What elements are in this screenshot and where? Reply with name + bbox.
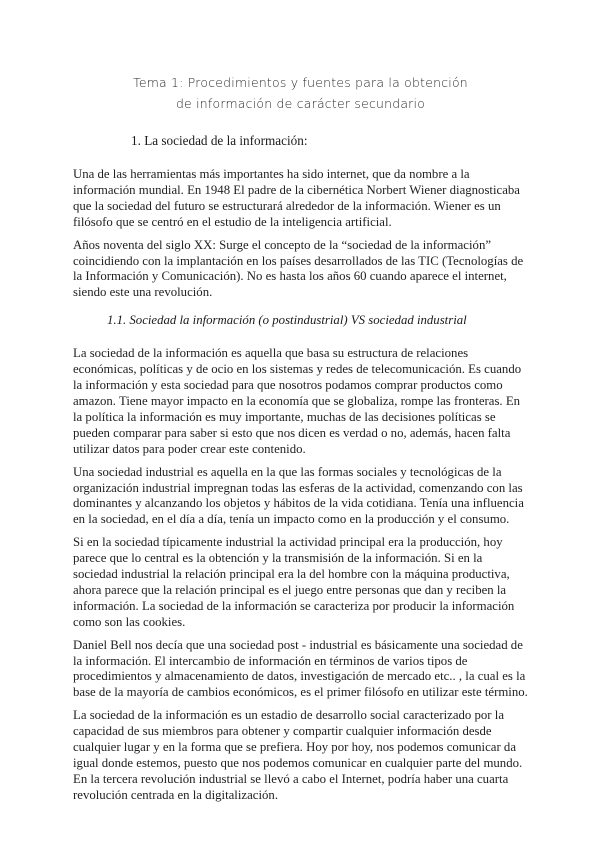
paragraph: La sociedad de la información es un estadio de desarrollo social caracterizado por la capacidad de sus miembros para obtener y compartir cualquier información desde cualquier lugar y en la forma que se prefiera. Hoy por hoy, nos podemos comunicar da igual donde estemos, puesto que nos podemos comunicar en cualquier parte del mundo. En la tercera revolución industrial se llevó a cabo el Internet, podría haber una cuarta revolución centrada en la digitalización.: [73, 708, 523, 802]
paragraph: Una de las herramientas más importantes ha sido internet, que da nombre a la información mundial. En 1948 El padre de la cibernética Norbert Wiener diagnosticaba que la sociedad del futuro se estructurará alrededor de la información. Wiener es un filósofo que se centró en el estudio de la inteligencia artificial.: [73, 167, 520, 229]
section-heading-1: 1. La sociedad de la información:: [131, 133, 308, 148]
paragraph: Una sociedad industrial es aquella en la que las formas sociales y tecnológicas de la organización industrial impregnan todas las esferas de la actividad, comenzando con las dominantes y alcanzando los objetos y hábitos de la vida cotidiana. Tenía una influencia en la sociedad, en el día a día, tenía un impacto como en la producción y el consumo.: [73, 464, 524, 527]
section-heading-1-1: 1.1. Sociedad la información (o postindustrial) VS sociedad industrial: [107, 313, 467, 328]
title-line-2: de información de carácter secundario: [175, 96, 426, 111]
paragraph: Daniel Bell nos decía que una sociedad post - industrial es básicamente una sociedad de la información. El intercambio de información en términos de varios tipos de procedimientos y almacenamiento de datos, investigación de mercado etc.. , la cual es la base de la mayoría de cambios económicos, es el primer filósofo en utilizar este término.: [73, 637, 528, 700]
document-title: [73, 72, 528, 114]
paragraph: La sociedad de la información es aquella que basa su estructura de relaciones económicas, políticas y de ocio en los sistemas y redes de telecomunicación. Es cuando la información y esta sociedad para que nosotros podamos comprar productos como amazon. Tiene mayor impacto en la economía que se globaliza, rompe las fronteras. En la política la información es muy importante, muchas de las decisiones políticas se pueden comparar para saber si esto que nos dicen es verdad o no, además, hacen falta utilizar datos para poder crear este contenido.: [73, 346, 522, 456]
paragraph: Si en la sociedad típicamente industrial la actividad principal era la producción, hoy parece que lo central es la obtención y la transmisión de la información. Si en la sociedad industrial la relación principal era la del hombre con la máquina productiva, ahora parece que la relación principal es el juego entre personas que dan y reciben la información. La sociedad de la información se caracteriza por producir la información como son las cookies.: [73, 535, 515, 629]
title-line-1: Tema 1: Procedimientos y fuentes para la obtención: [133, 75, 468, 90]
paragraph: Años noventa del siglo XX: Surge el concepto de la “sociedad de la información” coincidiendo con la implantación en los países desarrollados de las TIC (Tecnologías de la Información y Comunicación). No es hasta los años 60 cuando aparece el internet, siendo este una revolución.: [73, 237, 524, 300]
